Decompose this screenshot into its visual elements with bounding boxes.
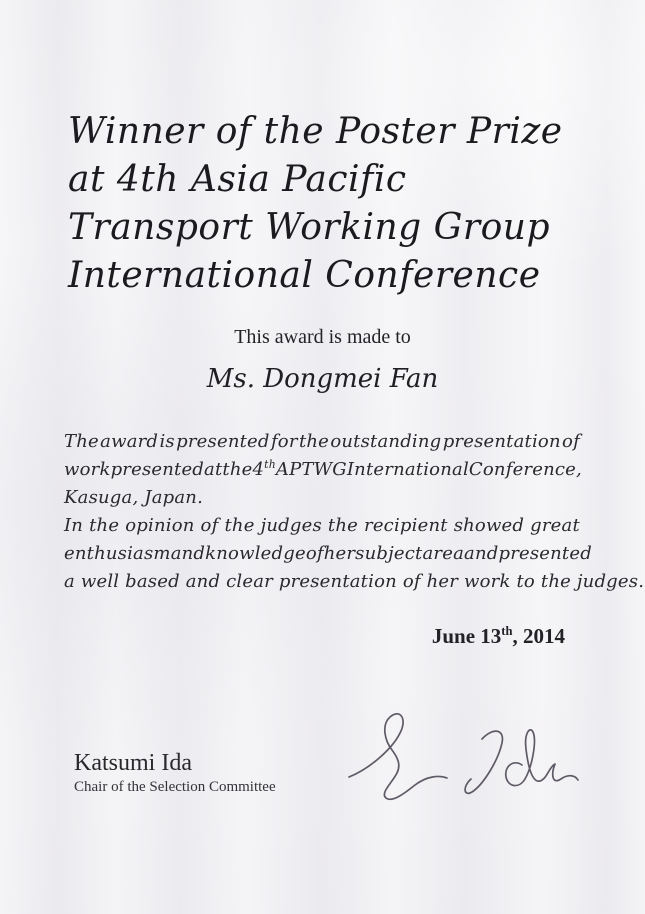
body-word: of bbox=[305, 543, 324, 564]
body-word: the bbox=[89, 515, 120, 536]
body-word: In bbox=[64, 515, 84, 536]
signatory-name: Katsumi Ida bbox=[74, 750, 192, 776]
body-word: is bbox=[159, 431, 175, 452]
body-word: great bbox=[530, 515, 580, 536]
award-body-text bbox=[64, 428, 645, 596]
body-word: recipient bbox=[364, 515, 448, 536]
body-word: at bbox=[204, 459, 223, 480]
date-ordinal-superscript: th bbox=[501, 624, 513, 638]
body-word: APTWG bbox=[275, 459, 347, 480]
body-word: opinion bbox=[125, 515, 195, 536]
certificate-title bbox=[68, 108, 608, 300]
body-word: the bbox=[298, 431, 330, 452]
award-date bbox=[432, 624, 565, 649]
body-word: of bbox=[562, 431, 580, 452]
body-word: presentation bbox=[442, 431, 561, 452]
body-word: for bbox=[270, 431, 298, 452]
body-word: The bbox=[64, 431, 99, 452]
body-word: outstanding bbox=[330, 431, 442, 452]
body-word: 4th bbox=[252, 458, 276, 480]
body-word: Conference, bbox=[468, 459, 582, 480]
ordinal-superscript: th bbox=[264, 458, 276, 471]
body-word: enthusiasm bbox=[64, 543, 171, 564]
body-line bbox=[64, 512, 580, 540]
body-line bbox=[64, 428, 580, 456]
body-word: subject bbox=[355, 543, 423, 564]
date-segment: , 2014 bbox=[512, 624, 565, 648]
body-word: knowledge bbox=[205, 543, 306, 564]
recipient-name: Ms. Dongmei Fan bbox=[206, 364, 439, 394]
body-word: work bbox=[64, 459, 111, 480]
body-word: the bbox=[224, 515, 255, 536]
body-word: presented bbox=[176, 431, 270, 452]
body-word: presented bbox=[110, 459, 205, 480]
body-word: and bbox=[170, 543, 206, 564]
body-word: her bbox=[323, 543, 356, 564]
award-intro-text: This award is made to bbox=[234, 326, 411, 348]
title-line-4: International Conference bbox=[68, 255, 541, 296]
body-word: International bbox=[346, 459, 469, 480]
body-word: and bbox=[464, 543, 499, 564]
body-line bbox=[64, 540, 592, 568]
body-word: judges bbox=[260, 515, 322, 536]
body-line bbox=[64, 456, 580, 484]
body-line: Kasuga, Japan. bbox=[64, 487, 204, 508]
body-word: area bbox=[422, 543, 465, 564]
title-line-3: Transport Working Group bbox=[68, 207, 550, 248]
body-word: the bbox=[327, 515, 358, 536]
handwritten-signature bbox=[335, 703, 585, 818]
date-segment: June 13 bbox=[431, 624, 502, 648]
body-word: showed bbox=[453, 515, 525, 536]
title-line-1: Winner of the Poster Prize bbox=[68, 111, 563, 152]
signatory-role: Chair of the Selection Committee bbox=[74, 779, 276, 795]
signature-strokes bbox=[335, 703, 585, 818]
title-line-2: at 4th Asia Pacific bbox=[68, 159, 407, 200]
body-line: a well based and clear presentation of her work to the judges. bbox=[64, 571, 645, 592]
body-word: the bbox=[222, 459, 253, 480]
body-word: presented bbox=[498, 543, 592, 564]
body-word: award bbox=[100, 431, 159, 452]
body-word: of bbox=[200, 515, 219, 536]
signatory-block bbox=[74, 750, 276, 796]
